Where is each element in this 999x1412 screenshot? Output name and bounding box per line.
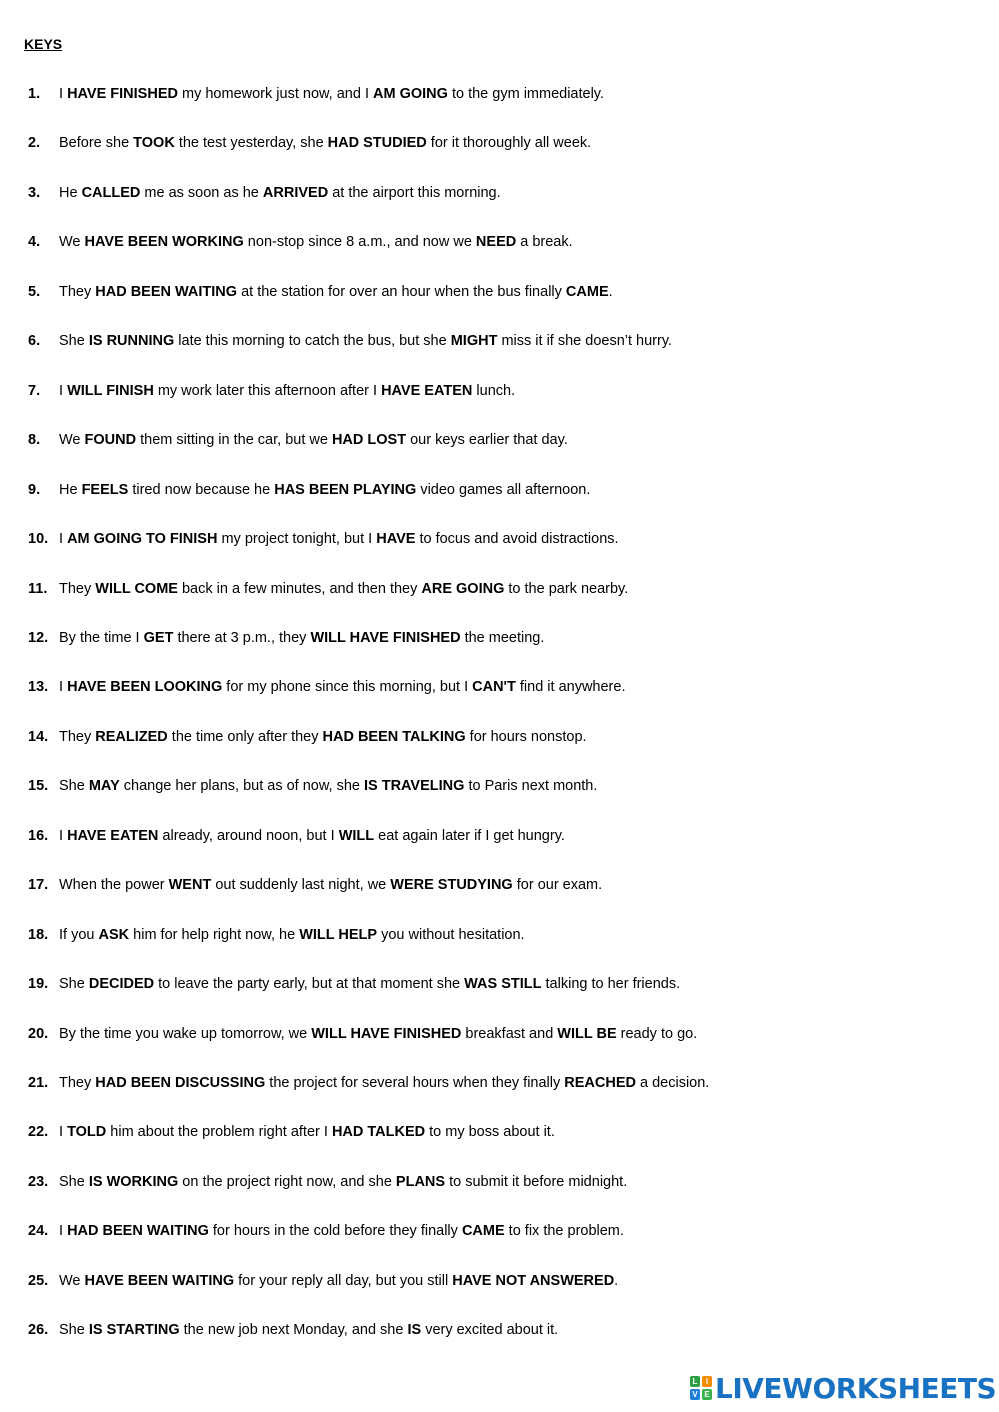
sentence-fragment: eat again later if I get hungry. — [374, 827, 565, 844]
answer-verb: DECIDED — [88, 976, 155, 993]
sentence-fragment: them sitting in the car, but we — [136, 432, 332, 449]
sentence-fragment: a break. — [516, 234, 573, 251]
answer-verb: HAD BEEN WAITING — [67, 1223, 209, 1240]
item-number: 20. — [28, 1025, 49, 1042]
sentence-fragment: video games all afternoon. — [416, 481, 591, 498]
sentence-fragment: By the time you wake up tomorrow, we — [59, 1025, 312, 1042]
item-number: 17. — [28, 877, 49, 894]
item-sentence — [59, 529, 619, 549]
logo-mark-icon — [690, 1376, 712, 1400]
sentence-fragment: very excited about it. — [421, 1322, 559, 1339]
item-sentence — [59, 183, 501, 203]
sentence-fragment: the test yesterday, she — [174, 135, 328, 152]
item-number: 4. — [28, 234, 41, 251]
answer-verb: WAS STILL — [464, 976, 542, 993]
item-number: 6. — [28, 333, 41, 350]
sentence-fragment: I — [59, 1223, 68, 1240]
sentence-fragment: They — [59, 283, 96, 300]
item-number: 7. — [28, 382, 41, 399]
item-sentence — [59, 628, 544, 648]
answer-verb: HAVE EATEN — [67, 827, 159, 844]
sentence-fragment: my homework just now, and I — [177, 86, 374, 102]
sentence-fragment: the time only after they — [167, 728, 323, 745]
item-sentence — [59, 1221, 624, 1241]
answer-verb: WILL HAVE FINISHED — [311, 1025, 462, 1042]
sentence-fragment: for hours nonstop. — [465, 728, 587, 745]
sentence-fragment: to fix the problem. — [504, 1223, 624, 1240]
answer-verb: MAY — [88, 778, 120, 795]
answer-verb: FOUND — [84, 432, 137, 449]
answer-verb: IS WORKING — [88, 1173, 179, 1190]
sentence-fragment: to focus and avoid distractions. — [415, 531, 619, 548]
sentence-fragment: there at 3 p.m., they — [173, 629, 311, 646]
sentence-fragment: find it anywhere. — [515, 679, 626, 696]
sentence-fragment: I — [59, 1124, 68, 1141]
answer-verb: TOOK — [133, 135, 175, 152]
sentence-fragment: tired now because he — [128, 481, 275, 498]
sentence-fragment: . — [608, 283, 613, 300]
logo-mark-tile: I — [702, 1376, 712, 1387]
sentence-fragment: We — [59, 234, 85, 251]
item-sentence — [59, 974, 680, 994]
sentence-fragment: She — [59, 1322, 89, 1339]
item-sentence — [59, 925, 525, 945]
answer-verb: WILL COME — [95, 580, 178, 597]
sentence-fragment: my work later this afternoon after I — [153, 382, 382, 399]
sentence-fragment: the new job next Monday, and she — [179, 1322, 408, 1339]
sentence-fragment: for your reply all day, but you still — [234, 1272, 453, 1289]
item-sentence — [59, 430, 568, 450]
answer-verb: HAD BEEN TALKING — [322, 728, 466, 745]
item-number: 22. — [28, 1124, 49, 1141]
sentence-fragment: miss it if she doesn’t hurry. — [497, 333, 673, 350]
answer-verb: PLANS — [395, 1173, 446, 1190]
item-sentence — [59, 1320, 558, 1340]
answer-verb: TOLD — [67, 1124, 107, 1141]
sentence-fragment: the project for several hours when they finally — [265, 1075, 565, 1091]
item-number: 18. — [28, 926, 49, 943]
answer-verb: HAVE — [376, 531, 416, 548]
sentence-fragment: to my boss about it. — [425, 1124, 555, 1141]
sentence-fragment: the meeting. — [460, 629, 545, 646]
sentence-fragment: to the gym immediately. — [447, 86, 605, 102]
answer-verb: HAS BEEN PLAYING — [274, 481, 417, 498]
sentence-fragment: We — [59, 1272, 85, 1289]
answer-verb: WILL — [338, 827, 375, 844]
sentence-fragment: talking to her friends. — [541, 976, 681, 993]
sentence-fragment: I — [59, 679, 68, 696]
item-sentence — [59, 579, 628, 599]
sentence-fragment: They — [59, 580, 96, 597]
item-number: 21. — [28, 1075, 49, 1091]
item-sentence — [59, 331, 672, 351]
sentence-fragment: ready to go. — [616, 1025, 698, 1042]
item-number: 26. — [28, 1322, 49, 1339]
sentence-fragment: I — [59, 86, 68, 102]
item-number: 12. — [28, 629, 49, 646]
sentence-fragment: at the station for over an hour when the bus finally — [237, 283, 566, 300]
sentence-fragment: you without hesitation. — [377, 926, 525, 943]
item-number: 5. — [28, 283, 41, 300]
item-sentence — [59, 282, 613, 302]
item-sentence — [59, 826, 565, 846]
sentence-fragment: . — [614, 1272, 619, 1289]
answer-verb: ARRIVED — [262, 184, 329, 201]
sentence-fragment: By the time I — [59, 629, 144, 646]
item-sentence — [59, 875, 602, 895]
item-number: 10. — [28, 531, 49, 548]
answer-verb: NEED — [475, 234, 517, 251]
logo-text: LIVEWORKSHEETS — [715, 1371, 997, 1405]
answer-verb: WILL FINISH — [67, 382, 154, 399]
sentence-fragment: When the power — [59, 877, 169, 894]
sentence-fragment: change her plans, but as of now, she — [119, 778, 364, 795]
logo-mark-tile: L — [690, 1376, 700, 1387]
sentence-fragment: for our exam. — [512, 877, 603, 894]
sentence-fragment: She — [59, 1173, 89, 1190]
item-number: 11. — [28, 580, 48, 597]
answer-verb: HAVE BEEN WORKING — [84, 234, 244, 251]
item-sentence — [59, 480, 590, 500]
answer-verb: WENT — [168, 877, 212, 894]
item-sentence — [59, 381, 515, 401]
answer-verb: ASK — [98, 926, 130, 943]
answer-verb: IS RUNNING — [88, 333, 175, 350]
logo-mark-tile: E — [702, 1389, 712, 1400]
item-number: 2. — [28, 135, 41, 152]
answer-verb: HAD LOST — [331, 432, 407, 449]
sentence-fragment: Before she — [59, 135, 134, 152]
answer-verb: REACHED — [564, 1075, 636, 1091]
item-number: 25. — [28, 1272, 49, 1289]
item-sentence — [59, 1271, 618, 1291]
item-number: 3. — [28, 184, 41, 201]
sentence-fragment: to Paris next month. — [464, 778, 598, 795]
answer-verb: GET — [143, 629, 174, 646]
sentence-fragment: I — [59, 827, 68, 844]
sentence-fragment: at the airport this morning. — [328, 184, 501, 201]
page-title: KEYS — [24, 36, 63, 52]
sentence-fragment: to the park nearby. — [504, 580, 629, 597]
answer-verb: HAD TALKED — [331, 1124, 426, 1141]
answer-verb: AM GOING TO FINISH — [67, 531, 218, 548]
sentence-fragment: to submit it before midnight. — [445, 1173, 628, 1190]
item-sentence — [59, 84, 604, 104]
sentence-fragment: I — [59, 531, 68, 548]
answer-verb: ARE GOING — [421, 580, 505, 597]
answer-verb: HAVE NOT ANSWERED — [452, 1272, 615, 1289]
sentence-fragment: She — [59, 976, 89, 993]
logo-mark-tile: V — [690, 1389, 700, 1400]
answer-verb: CALLED — [81, 184, 141, 201]
item-sentence — [59, 1172, 627, 1192]
answer-verb: HAD BEEN DISCUSSING — [95, 1075, 266, 1091]
answer-verb: AM GOING — [373, 86, 448, 102]
item-sentence — [59, 1073, 709, 1093]
liveworksheets-logo — [690, 1372, 996, 1404]
sentence-fragment: If you — [59, 926, 99, 943]
item-sentence — [59, 677, 625, 697]
sentence-fragment: breakfast and — [461, 1025, 558, 1042]
item-sentence — [59, 133, 591, 153]
sentence-fragment: lunch. — [472, 382, 516, 399]
answer-verb: IS — [407, 1322, 422, 1339]
sentence-fragment: for my phone since this morning, but I — [222, 679, 473, 696]
item-number: 15. — [28, 778, 49, 795]
item-number: 14. — [28, 728, 49, 745]
answer-verb: WILL HAVE FINISHED — [310, 629, 461, 646]
sentence-fragment: She — [59, 778, 89, 795]
answer-verb: HAVE BEEN LOOKING — [67, 679, 223, 696]
sentence-fragment: He — [59, 481, 82, 498]
sentence-fragment: him for help right now, he — [129, 926, 300, 943]
sentence-fragment: He — [59, 184, 82, 201]
answer-verb: WILL BE — [557, 1025, 617, 1042]
sentence-fragment: non-stop since 8 a.m., and now we — [243, 234, 476, 251]
sentence-fragment: late this morning to catch the bus, but she — [174, 333, 451, 350]
sentence-fragment: out suddenly last night, we — [211, 877, 391, 894]
item-number: 19. — [28, 976, 49, 993]
answer-verb: CAME — [565, 283, 609, 300]
sentence-fragment: already, around noon, but I — [158, 827, 339, 844]
sentence-fragment: for it thoroughly all week. — [426, 135, 592, 152]
item-sentence — [59, 727, 587, 747]
sentence-fragment: She — [59, 333, 89, 350]
answer-verb: HAD STUDIED — [327, 135, 427, 152]
sentence-fragment: They — [59, 1075, 96, 1091]
sentence-fragment: back in a few minutes, and then they — [177, 580, 422, 597]
sentence-fragment: a decision. — [635, 1075, 710, 1091]
answer-verb: CAN'T — [472, 679, 516, 696]
sentence-fragment: my project tonight, but I — [217, 531, 377, 548]
item-number: 1. — [28, 86, 41, 102]
answer-verb: WILL HELP — [299, 926, 378, 943]
sentence-fragment: on the project right now, and she — [178, 1173, 396, 1190]
answer-verb: IS TRAVELING — [363, 778, 465, 795]
answer-verb: REALIZED — [95, 728, 168, 745]
item-number: 8. — [28, 432, 41, 449]
item-number: 24. — [28, 1223, 49, 1240]
sentence-fragment: me as soon as he — [140, 184, 263, 201]
answer-verb: HAVE EATEN — [381, 382, 473, 399]
answer-verb: HAVE FINISHED — [67, 86, 178, 102]
item-sentence — [59, 776, 597, 796]
item-sentence — [59, 1024, 697, 1044]
item-sentence — [59, 232, 573, 252]
sentence-fragment: I — [59, 382, 68, 399]
item-number: 23. — [28, 1173, 49, 1190]
item-sentence — [59, 1122, 555, 1142]
sentence-fragment: We — [59, 432, 85, 449]
sentence-fragment: to leave the party early, but at that moment she — [154, 976, 465, 993]
answer-verb: CAME — [461, 1223, 505, 1240]
item-number: 9. — [28, 481, 41, 498]
item-number: 13. — [28, 679, 49, 696]
sentence-fragment: him about the problem right after I — [106, 1124, 332, 1141]
answer-verb: MIGHT — [450, 333, 498, 350]
answer-verb: FEELS — [81, 481, 129, 498]
answer-verb: IS STARTING — [88, 1322, 180, 1339]
answer-verb: WERE STUDYING — [390, 877, 513, 894]
answer-verb: HAD BEEN WAITING — [95, 283, 238, 300]
sentence-fragment: for hours in the cold before they finally — [208, 1223, 462, 1240]
answer-verb: HAVE BEEN WAITING — [84, 1272, 235, 1289]
sentence-fragment: They — [59, 728, 96, 745]
sentence-fragment: our keys earlier that day. — [406, 432, 568, 449]
item-number: 16. — [28, 827, 49, 844]
